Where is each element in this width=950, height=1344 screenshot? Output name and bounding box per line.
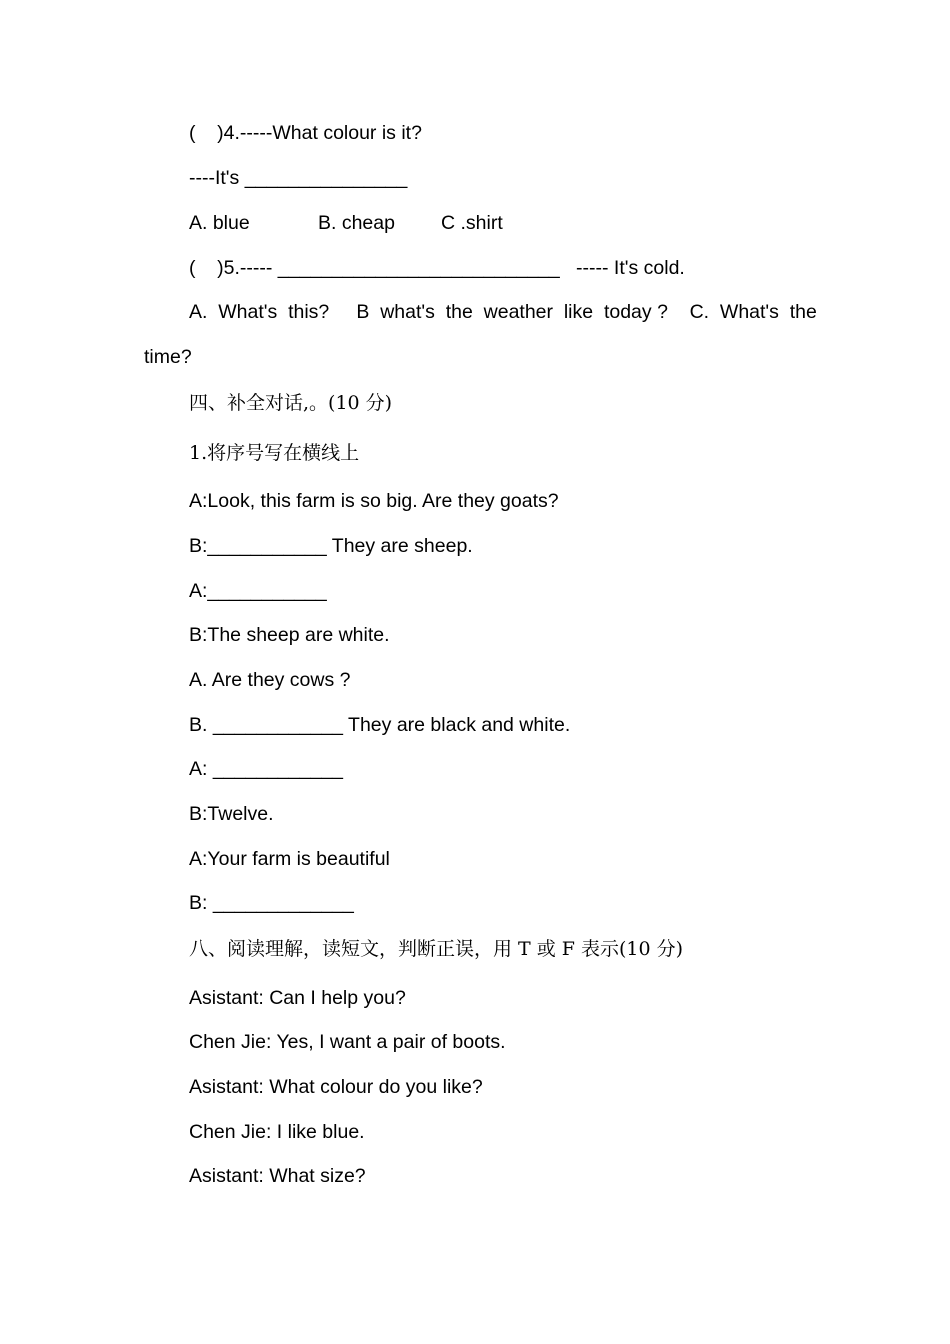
section-4-heading: 四、补全对话,。(10 分)	[189, 392, 393, 414]
section-8-heading: 八、阅读理解，读短文，判断正误，用 T 或 F 表示(10 分)	[189, 938, 684, 960]
question-5-options: A. What's this? B what's the weather like today ? C. What's the	[189, 301, 817, 323]
passage-line: Asistant: Can I help you?	[189, 987, 406, 1009]
dialog-line: A. Are they cows ?	[189, 669, 351, 691]
question-4-option-b: B. cheap	[318, 212, 395, 234]
passage-line: Chen Jie: I like blue.	[189, 1121, 365, 1143]
question-4-option-a: A. blue	[189, 212, 250, 234]
dialog-line: B:The sheep are white.	[189, 624, 390, 646]
question-5: ( )5.----- __________________________ ----- It's cold.	[189, 257, 685, 279]
passage-line: Asistant: What size?	[189, 1165, 366, 1187]
dialog-line: A:___________	[189, 580, 327, 602]
dialog-line: A:Your farm is beautiful	[189, 848, 390, 870]
dialog-line: B: _____________	[189, 892, 354, 914]
section-4-instruction: 1.将序号写在横线上	[189, 442, 360, 464]
dialog-line: A: ____________	[189, 758, 343, 780]
question-5-options-continued: time?	[144, 346, 192, 368]
question-4-answer-line: ----It's _______________	[189, 167, 408, 189]
dialog-line: B:___________ They are sheep.	[189, 535, 473, 557]
dialog-line: A:Look, this farm is so big. Are they goats?	[189, 490, 559, 512]
question-4: ( )4.-----What colour is it?	[189, 122, 422, 144]
dialog-line: B:Twelve.	[189, 803, 274, 825]
passage-line: Asistant: What colour do you like?	[189, 1076, 483, 1098]
passage-line: Chen Jie: Yes, I want a pair of boots.	[189, 1031, 506, 1053]
dialog-line: B. ____________ They are black and white.	[189, 714, 571, 736]
question-4-option-c: C .shirt	[441, 212, 503, 234]
